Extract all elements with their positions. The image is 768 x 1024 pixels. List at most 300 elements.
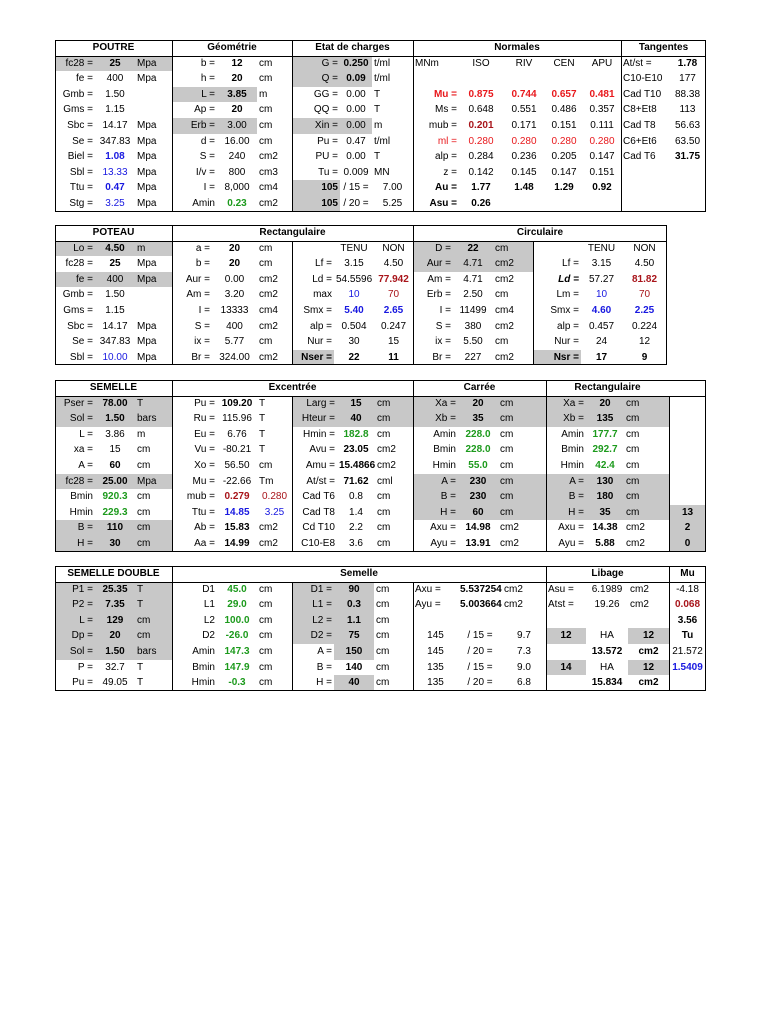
poteau-cell-r4-c7[interactable]: 5.40 bbox=[344, 305, 364, 316]
poutre-cell-r2-c4[interactable]: 3.85 bbox=[217, 87, 257, 103]
poteau-cell-r6-c0[interactable]: Se = bbox=[72, 336, 93, 348]
semelle-cell-r6-c6[interactable]: Cad T6 bbox=[302, 491, 335, 503]
poteau-cell-r6-c11[interactable]: cm bbox=[495, 336, 509, 348]
semelle-cell-r2-c15[interactable] bbox=[669, 427, 706, 443]
semelle-cell-r1-c1[interactable]: 1.50 bbox=[95, 411, 135, 427]
poutre-cell-r5-c6[interactable]: Pu = bbox=[317, 135, 338, 147]
semelle-cell-r5-c2[interactable]: Mpa bbox=[135, 474, 172, 490]
semelle_double-cell-r4-c1[interactable]: 1.50 bbox=[95, 644, 135, 660]
poutre-cell-r2-c2[interactable] bbox=[135, 87, 172, 103]
poutre-cell-r5-c3[interactable]: d = bbox=[200, 135, 215, 147]
semelle-cell-r4-c4[interactable]: 56.50 bbox=[224, 460, 250, 471]
poteau-cell-r0-c10[interactable]: 22 bbox=[453, 241, 493, 257]
semelle-cell-r4-c0[interactable]: A = bbox=[78, 460, 93, 471]
semelle_double-cell-r3-c2[interactable]: cm bbox=[135, 628, 172, 644]
semelle-cell-r7-c4[interactable]: 14.85 bbox=[224, 506, 250, 518]
semelle_double-cell-r1-c0[interactable]: P2 = bbox=[55, 597, 95, 613]
semelle_double-cell-r6-c12[interactable] bbox=[546, 675, 586, 691]
semelle-cell-r2-c10[interactable]: 228.0 bbox=[465, 428, 491, 440]
semelle-cell-r6-c3[interactable]: mub = bbox=[186, 491, 215, 503]
semelle-cell-r5-c9[interactable]: A = bbox=[413, 474, 458, 490]
poteau-cell-r1-c10[interactable]: 4.71 bbox=[453, 256, 493, 272]
semelle_double-cell-r2-c14[interactable] bbox=[628, 613, 669, 629]
semelle_double-cell-r1-c11[interactable]: cm2 bbox=[504, 599, 523, 611]
semelle-cell-r4-c12[interactable]: Hmin bbox=[560, 460, 584, 471]
poteau-cell-r1-c0[interactable]: fc28 = bbox=[65, 258, 93, 270]
semelle-cell-r2-c6[interactable]: Hmin = bbox=[303, 428, 335, 440]
semelle-cell-r4-c10[interactable]: 55.0 bbox=[468, 460, 488, 471]
poutre-cell-r4-c4[interactable]: 3.00 bbox=[217, 118, 257, 134]
semelle_double-cell-r0-c8[interactable]: cm bbox=[376, 583, 390, 595]
poteau-cell-r6-c1[interactable]: 347.83 bbox=[99, 336, 131, 348]
poteau-cell-r5-c9[interactable]: S = bbox=[435, 320, 451, 332]
semelle-cell-r8-c6[interactable]: Cd T10 bbox=[302, 522, 335, 534]
semelle_double-cell-r3-c10[interactable]: / 15 = bbox=[467, 630, 493, 642]
poutre-cell-r9-c0[interactable]: Stg = bbox=[69, 198, 93, 209]
semelle-cell-r5-c7[interactable]: 71.62 bbox=[343, 475, 369, 487]
poteau-cell-r2-c8[interactable]: 77.942 bbox=[378, 273, 409, 285]
semelle-cell-r7-c11[interactable]: cm bbox=[498, 505, 546, 521]
poutre-cell-r3-c6[interactable]: QQ = bbox=[313, 104, 338, 116]
poutre-cell-r7-c13[interactable]: 0.151 bbox=[589, 166, 615, 178]
poutre-cell-r0-c7[interactable]: 0.250 bbox=[340, 56, 372, 72]
poteau-cell-r6-c10[interactable]: 5.50 bbox=[463, 336, 483, 348]
poutre-cell-r3-c3[interactable]: Ap = bbox=[194, 104, 215, 116]
semelle-cell-r6-c11[interactable]: cm bbox=[498, 489, 546, 505]
poteau-cell-r1-c9[interactable]: Aur = bbox=[413, 256, 453, 272]
semelle-cell-r8-c14[interactable]: cm2 bbox=[626, 522, 645, 534]
semelle-cell-r3-c5[interactable]: T bbox=[259, 444, 266, 456]
semelle-cell-r7-c13[interactable]: 35 bbox=[586, 505, 624, 521]
poteau-cell-r2-c12[interactable]: Ld = bbox=[558, 273, 579, 285]
semelle_double-cell-r5-c1[interactable]: 32.7 bbox=[105, 661, 125, 673]
poutre-cell-r8-c4[interactable]: 8,000 bbox=[224, 182, 250, 194]
semelle-cell-r5-c15[interactable] bbox=[669, 474, 706, 490]
poutre-cell-r1-c7[interactable]: 0.09 bbox=[340, 71, 372, 87]
semelle-cell-r8-c10[interactable]: 14.98 bbox=[465, 522, 491, 534]
semelle_double-cell-r5-c0[interactable]: P = bbox=[77, 661, 93, 673]
semelle-cell-r1-c5[interactable]: T bbox=[259, 413, 266, 425]
poutre-cell-r1-c6[interactable]: Q = bbox=[292, 71, 340, 87]
semelle_double-cell-r5-c3[interactable]: Bmin bbox=[192, 661, 215, 673]
semelle_double-cell-r0-c5[interactable]: cm bbox=[259, 583, 273, 595]
semelle-cell-r6-c7[interactable]: 0.8 bbox=[349, 491, 363, 503]
semelle-cell-r3-c15[interactable] bbox=[669, 442, 706, 458]
poteau-cell-r3-c11[interactable]: cm bbox=[495, 289, 509, 301]
semelle_double-cell-r6-c3[interactable]: Hmin bbox=[191, 677, 215, 689]
poutre-cell-r0-c2[interactable]: Mpa bbox=[135, 56, 172, 72]
poutre-cell-r2-c12[interactable]: 0.657 bbox=[551, 88, 577, 100]
semelle_double-cell-r2-c1[interactable]: 129 bbox=[95, 613, 135, 629]
semelle-cell-r1-c8[interactable]: cm bbox=[375, 411, 413, 427]
poutre-cell-r8-c7[interactable]: / 15 = bbox=[343, 182, 369, 194]
semelle-cell-r7-c1[interactable]: 229.3 bbox=[102, 506, 128, 518]
poutre-cell-r9-c12[interactable] bbox=[545, 196, 583, 212]
poteau-cell-r5-c10[interactable]: 380 bbox=[464, 320, 482, 332]
semelle_double-cell-r4-c11[interactable]: 7.3 bbox=[517, 646, 531, 657]
poteau-cell-r2-c4[interactable]: 0.00 bbox=[224, 273, 245, 285]
semelle_double-cell-r3-c12[interactable]: 12 bbox=[546, 628, 586, 644]
poutre-cell-r2-c10[interactable]: 0.875 bbox=[468, 88, 494, 100]
semelle_double-cell-r4-c2[interactable]: bars bbox=[135, 644, 172, 660]
poteau-cell-r2-c14[interactable]: 81.82 bbox=[631, 273, 658, 285]
poutre-cell-r4-c1[interactable]: 14.17 bbox=[102, 120, 128, 131]
semelle-cell-r2-c0[interactable]: L = bbox=[79, 428, 93, 440]
semelle-cell-r9-c14[interactable]: cm2 bbox=[626, 538, 645, 549]
poutre-cell-r7-c10[interactable]: 0.142 bbox=[468, 166, 494, 178]
semelle_double-cell-r2-c2[interactable]: cm bbox=[135, 613, 172, 629]
poutre-cell-r4-c8[interactable]: m bbox=[374, 120, 383, 131]
semelle_double-cell-r2-c15[interactable]: 3.56 bbox=[677, 614, 698, 626]
poteau-cell-r4-c2[interactable] bbox=[135, 303, 172, 319]
poteau-cell-r1-c3[interactable]: b = bbox=[195, 258, 210, 270]
semelle_double-cell-r0-c4[interactable]: 45.0 bbox=[227, 583, 247, 595]
semelle-cell-r3-c13[interactable]: 292.7 bbox=[592, 444, 618, 456]
semelle-cell-r1-c0[interactable]: Sol = bbox=[55, 411, 95, 427]
poteau-cell-r4-c8[interactable]: 2.65 bbox=[383, 305, 404, 316]
semelle-cell-r6-c15[interactable] bbox=[669, 489, 706, 505]
semelle-cell-r5-c14[interactable]: cm bbox=[624, 474, 669, 490]
poteau-cell-r5-c14[interactable]: 0.224 bbox=[631, 320, 658, 332]
semelle-cell-r3-c12[interactable]: Bmin bbox=[561, 444, 584, 456]
semelle-cell-r6-c9[interactable]: B = bbox=[413, 489, 458, 505]
semelle-cell-r5-c5[interactable]: Tm bbox=[259, 475, 274, 487]
poteau-cell-r7-c2[interactable]: Mpa bbox=[137, 351, 157, 363]
semelle-cell-r4-c9[interactable]: Hmin bbox=[432, 460, 456, 471]
poutre-cell-r6-c8[interactable]: T bbox=[374, 151, 381, 163]
semelle-cell-r8-c3[interactable]: Ab = bbox=[194, 522, 215, 534]
semelle-cell-r3-c0[interactable]: xa = bbox=[73, 444, 93, 456]
poteau-cell-r4-c6[interactable]: Smx = bbox=[303, 305, 332, 316]
semelle-cell-r6-c4[interactable]: 0.279 bbox=[224, 491, 250, 503]
poutre-cell-r7-c8[interactable]: MN bbox=[374, 166, 390, 178]
poteau-cell-r1-c11[interactable]: cm2 bbox=[493, 256, 533, 272]
semelle-cell-r1-c11[interactable]: cm bbox=[498, 411, 546, 427]
semelle-cell-r4-c8[interactable]: cm2 bbox=[377, 460, 396, 471]
poutre-cell-r3-c15[interactable]: 113 bbox=[679, 104, 696, 116]
semelle-cell-r8-c5[interactable]: cm2 bbox=[259, 522, 278, 534]
poteau-cell-r5-c3[interactable]: S = bbox=[194, 320, 210, 332]
poutre-cell-r3-c13[interactable]: 0.357 bbox=[589, 104, 615, 116]
poteau-cell-r5-c13[interactable]: 0.457 bbox=[588, 320, 615, 332]
poteau-cell-r5-c7[interactable]: 0.504 bbox=[341, 320, 367, 332]
semelle_double-cell-r0-c0[interactable]: P1 = bbox=[55, 582, 95, 598]
semelle_double-cell-r5-c8[interactable]: cm bbox=[376, 661, 390, 673]
semelle_double-cell-r6-c15[interactable] bbox=[669, 675, 706, 691]
semelle-cell-r1-c15[interactable] bbox=[669, 411, 706, 427]
poteau-cell-r5-c6[interactable]: alp = bbox=[310, 320, 332, 332]
semelle-cell-r0-c2[interactable]: T bbox=[135, 396, 172, 412]
poteau-cell-r5-c1[interactable]: 14.17 bbox=[102, 320, 128, 332]
poutre-cell-r0-c3[interactable]: b = bbox=[200, 57, 215, 69]
poteau-cell-r3-c10[interactable]: 2.50 bbox=[463, 289, 483, 301]
poutre-cell-r3-c2[interactable] bbox=[135, 102, 172, 118]
semelle_double-cell-r0-c2[interactable]: T bbox=[135, 582, 172, 598]
semelle_double-cell-r3-c11[interactable]: 9.7 bbox=[517, 630, 531, 642]
poutre-cell-r2-c9[interactable]: Mu = bbox=[433, 88, 457, 100]
poteau-cell-r7-c13[interactable]: 17 bbox=[595, 351, 608, 363]
poteau-cell-r2-c1[interactable]: 400 bbox=[95, 272, 135, 288]
semelle_double-cell-r2-c13[interactable] bbox=[586, 613, 628, 629]
semelle-cell-r4-c11[interactable]: cm bbox=[500, 460, 514, 471]
semelle-cell-r9-c0[interactable]: H = bbox=[55, 536, 95, 552]
semelle-cell-r4-c1[interactable]: 60 bbox=[109, 460, 121, 471]
semelle-cell-r3-c14[interactable]: cm bbox=[626, 444, 640, 456]
semelle_double-cell-r2-c0[interactable]: L = bbox=[55, 613, 95, 629]
semelle_double-cell-r6-c14[interactable]: cm2 bbox=[638, 677, 659, 689]
semelle-cell-r6-c5[interactable]: 0.280 bbox=[261, 491, 288, 503]
poutre-cell-r1-c3[interactable]: h = bbox=[200, 73, 215, 85]
semelle_double-cell-r3-c9[interactable]: 145 bbox=[427, 630, 444, 642]
semelle-cell-r8-c2[interactable]: cm bbox=[135, 520, 172, 536]
poteau-cell-r4-c5[interactable]: cm4 bbox=[259, 305, 278, 316]
poteau-cell-r2-c0[interactable]: fe = bbox=[55, 272, 95, 288]
semelle_double-cell-r2-c6[interactable]: L2 = bbox=[292, 613, 334, 629]
poteau-cell-r2-c13[interactable]: 57.27 bbox=[588, 273, 615, 285]
poutre-cell-r5-c0[interactable]: Se = bbox=[72, 135, 93, 147]
poutre-cell-r0-c1[interactable]: 25 bbox=[95, 56, 135, 72]
semelle_double-cell-r6-c11[interactable]: 6.8 bbox=[517, 677, 531, 689]
semelle_double-cell-r1-c15[interactable]: 0.068 bbox=[674, 599, 701, 611]
poteau-cell-r4-c1[interactable]: 1.15 bbox=[105, 305, 125, 316]
semelle-cell-r3-c3[interactable]: Vu = bbox=[194, 444, 215, 456]
semelle-cell-r4-c14[interactable]: cm bbox=[626, 460, 640, 471]
poteau-cell-r1-c8[interactable]: 4.50 bbox=[383, 258, 404, 270]
semelle-cell-r9-c2[interactable]: cm bbox=[135, 536, 172, 552]
poutre-cell-r9-c3[interactable]: Amin bbox=[192, 198, 215, 209]
semelle-cell-r1-c13[interactable]: 135 bbox=[586, 411, 624, 427]
semelle-cell-r3-c4[interactable]: -80.21 bbox=[222, 444, 252, 456]
semelle_double-cell-r5-c10[interactable]: / 15 = bbox=[467, 661, 493, 673]
poutre-cell-r7-c15[interactable] bbox=[669, 165, 706, 181]
semelle-cell-r2-c12[interactable]: Amin bbox=[561, 428, 584, 440]
semelle_double-cell-r2-c11[interactable] bbox=[502, 613, 546, 629]
semelle-cell-r6-c0[interactable]: Bmin bbox=[70, 491, 93, 503]
semelle_double-cell-r4-c12[interactable] bbox=[546, 644, 586, 660]
semelle-cell-r2-c7[interactable]: 182.8 bbox=[343, 428, 369, 440]
semelle_double-cell-r4-c9[interactable]: 145 bbox=[427, 646, 444, 657]
semelle_double-cell-r5-c11[interactable]: 9.0 bbox=[517, 661, 531, 673]
semelle_double-cell-r4-c15[interactable]: 21.572 bbox=[672, 646, 703, 657]
semelle_double-cell-r5-c9[interactable]: 135 bbox=[427, 661, 444, 673]
semelle_double-cell-r2-c3[interactable]: L2 bbox=[203, 614, 215, 626]
poutre-cell-r6-c6[interactable]: PU = bbox=[315, 151, 338, 163]
semelle-cell-r6-c12[interactable]: B = bbox=[546, 489, 586, 505]
semelle-cell-r0-c12[interactable]: Xa = bbox=[546, 396, 586, 412]
semelle_double-cell-r2-c9[interactable] bbox=[413, 613, 458, 629]
poteau-cell-r6-c4[interactable]: 5.77 bbox=[224, 336, 245, 348]
poutre-cell-r6-c3[interactable]: S = bbox=[199, 151, 215, 163]
poteau-cell-r5-c8[interactable]: 0.247 bbox=[380, 320, 407, 332]
poutre-cell-r2-c15[interactable]: 88.38 bbox=[674, 88, 701, 100]
poteau-cell-r5-c4[interactable]: 400 bbox=[226, 320, 243, 332]
poteau-cell-r2-c7[interactable]: 54.5596 bbox=[336, 273, 373, 285]
semelle_double-cell-r1-c6[interactable]: L1 = bbox=[292, 597, 334, 613]
semelle-cell-r7-c10[interactable]: 60 bbox=[458, 505, 498, 521]
poteau-cell-r6-c5[interactable]: cm bbox=[259, 336, 273, 348]
poteau-cell-r7-c3[interactable]: Br = bbox=[191, 351, 210, 363]
semelle-cell-r0-c8[interactable]: cm bbox=[375, 396, 413, 412]
semelle_double-cell-r1-c12[interactable]: Atst = bbox=[548, 599, 574, 611]
poutre-cell-r8-c3[interactable]: I = bbox=[203, 182, 215, 194]
semelle-cell-r1-c4[interactable]: 115.96 bbox=[222, 413, 252, 425]
poutre-cell-r5-c7[interactable]: 0.47 bbox=[346, 135, 366, 147]
poteau-cell-r5-c11[interactable]: cm2 bbox=[495, 320, 514, 332]
poutre-cell-r4-c13[interactable]: 0.111 bbox=[590, 120, 614, 131]
poutre-cell-r7-c4[interactable]: 800 bbox=[228, 166, 246, 178]
poteau-cell-r0-c0[interactable]: Lo = bbox=[55, 241, 95, 257]
poutre-cell-r5-c2[interactable]: Mpa bbox=[137, 135, 157, 147]
poutre-cell-r1-c14[interactable]: C10-E10 bbox=[623, 73, 663, 85]
semelle_double-cell-r4-c14[interactable]: cm2 bbox=[638, 646, 659, 657]
poutre-cell-r0-c13[interactable]: APU bbox=[591, 57, 613, 69]
semelle_double-cell-r1-c7[interactable]: 0.3 bbox=[334, 597, 374, 613]
poteau-cell-r7-c0[interactable]: Sbl = bbox=[69, 351, 93, 363]
poutre-cell-r6-c0[interactable]: Biel = bbox=[67, 151, 93, 163]
poutre-cell-r1-c2[interactable]: Mpa bbox=[137, 73, 157, 85]
semelle_double-cell-r0-c15[interactable]: -4.18 bbox=[676, 583, 699, 595]
poteau-cell-r4-c10[interactable]: 11499 bbox=[459, 305, 487, 316]
poteau-cell-r0-c13[interactable]: TENU bbox=[587, 242, 616, 254]
semelle-cell-r0-c15[interactable] bbox=[669, 396, 706, 412]
poutre-cell-r0-c15[interactable]: 1.78 bbox=[677, 57, 698, 69]
poteau-cell-r1-c7[interactable]: 3.15 bbox=[344, 258, 364, 270]
poteau-cell-r6-c7[interactable]: 30 bbox=[348, 336, 360, 348]
semelle-cell-r2-c5[interactable]: T bbox=[259, 428, 266, 440]
poteau-cell-r7-c4[interactable]: 324.00 bbox=[219, 351, 250, 363]
semelle-cell-r1-c3[interactable]: Ru = bbox=[193, 413, 215, 425]
poteau-cell-r3-c3[interactable]: Am = bbox=[186, 289, 210, 301]
semelle-cell-r8-c11[interactable]: cm2 bbox=[500, 522, 519, 534]
poutre-cell-r6-c4[interactable]: 240 bbox=[228, 151, 246, 163]
poteau-cell-r1-c4[interactable]: 20 bbox=[228, 258, 241, 270]
semelle_double-cell-r1-c10[interactable]: 5.003664 bbox=[460, 599, 502, 611]
semelle-cell-r2-c8[interactable]: cm bbox=[377, 428, 391, 440]
poutre-cell-r3-c9[interactable]: Ms = bbox=[435, 104, 457, 116]
poteau-cell-r3-c5[interactable]: cm2 bbox=[259, 289, 278, 301]
poutre-cell-r6-c1[interactable]: 1.08 bbox=[105, 151, 125, 163]
poteau-cell-r2-c6[interactable]: Ld = bbox=[312, 273, 332, 285]
poutre-cell-r9-c13[interactable] bbox=[583, 196, 621, 212]
semelle-cell-r2-c3[interactable]: Eu = bbox=[194, 428, 215, 440]
poutre-cell-r6-c11[interactable]: 0.236 bbox=[511, 151, 537, 163]
semelle-cell-r4-c6[interactable]: Amu = bbox=[305, 460, 335, 471]
semelle-cell-r9-c5[interactable]: cm2 bbox=[259, 538, 278, 549]
poutre-cell-r4-c15[interactable]: 56.63 bbox=[674, 120, 701, 131]
poteau-cell-r7-c10[interactable]: 227 bbox=[464, 351, 482, 363]
semelle-cell-r1-c2[interactable]: bars bbox=[135, 411, 172, 427]
poutre-cell-r4-c0[interactable]: Sbc = bbox=[67, 120, 93, 131]
semelle-cell-r9-c7[interactable]: 3.6 bbox=[349, 538, 363, 549]
poteau-cell-r6-c3[interactable]: ix = bbox=[194, 336, 210, 348]
semelle_double-cell-r1-c4[interactable]: 29.0 bbox=[227, 599, 247, 611]
poutre-cell-r9-c1[interactable]: 3.25 bbox=[105, 198, 125, 209]
poutre-cell-r3-c12[interactable]: 0.486 bbox=[551, 104, 577, 116]
semelle_double-cell-r5-c2[interactable]: T bbox=[137, 661, 144, 673]
semelle-cell-r2-c14[interactable]: cm bbox=[626, 428, 640, 440]
semelle_double-cell-r6-c4[interactable]: -0.3 bbox=[228, 677, 246, 689]
poutre-cell-r8-c1[interactable]: 0.47 bbox=[105, 182, 125, 194]
poutre-cell-r3-c0[interactable]: Gms = bbox=[63, 104, 93, 116]
poteau-cell-r5-c2[interactable]: Mpa bbox=[137, 320, 157, 332]
poteau-cell-r0-c9[interactable]: D = bbox=[413, 241, 453, 257]
poutre-cell-r8-c10[interactable]: 1.77 bbox=[471, 182, 491, 194]
poteau-cell-r0-c7[interactable]: TENU bbox=[340, 242, 368, 254]
semelle-cell-r2-c9[interactable]: Amin bbox=[433, 428, 456, 440]
poutre-cell-r8-c8[interactable]: 7.00 bbox=[382, 182, 403, 194]
semelle-cell-r0-c4[interactable]: 109.20 bbox=[221, 397, 253, 409]
semelle_double-cell-r6-c10[interactable]: / 20 = bbox=[467, 677, 493, 689]
semelle_double-cell-r1-c3[interactable]: L1 bbox=[203, 599, 215, 611]
poutre-cell-r0-c9[interactable]: MNm bbox=[415, 57, 439, 69]
semelle-cell-r0-c11[interactable]: cm bbox=[498, 396, 546, 412]
semelle_double-cell-r6-c6[interactable]: H = bbox=[316, 677, 332, 689]
poutre-cell-r6-c7[interactable]: 0.00 bbox=[346, 151, 366, 163]
poutre-cell-r8-c0[interactable]: Ttu = bbox=[69, 182, 93, 194]
poutre-cell-r2-c3[interactable]: L = bbox=[172, 87, 217, 103]
poteau-cell-r0-c1[interactable]: 4.50 bbox=[95, 241, 135, 257]
semelle_double-cell-r6-c13[interactable]: 15.834 bbox=[591, 677, 623, 689]
poutre-cell-r3-c11[interactable]: 0.551 bbox=[511, 104, 537, 116]
poutre-cell-r0-c11[interactable]: RIV bbox=[515, 57, 533, 69]
poteau-cell-r7-c6[interactable]: Nser = bbox=[292, 350, 334, 366]
poutre-cell-r0-c8[interactable]: t/ml bbox=[374, 57, 391, 69]
semelle_double-cell-r1-c14[interactable]: cm2 bbox=[630, 599, 649, 611]
semelle_double-cell-r3-c15[interactable]: Tu bbox=[681, 630, 694, 642]
semelle_double-cell-r2-c10[interactable] bbox=[458, 613, 502, 629]
poutre-cell-r5-c14[interactable]: C6+Et6 bbox=[623, 135, 657, 147]
semelle-cell-r3-c2[interactable]: cm bbox=[137, 444, 151, 456]
poutre-cell-r4-c5[interactable]: cm bbox=[259, 120, 273, 131]
poutre-cell-r6-c2[interactable]: Mpa bbox=[137, 151, 157, 163]
poutre-cell-r2-c6[interactable]: GG = bbox=[313, 88, 338, 100]
semelle_double-cell-r4-c13[interactable]: 13.572 bbox=[591, 646, 623, 657]
semelle_double-cell-r1-c8[interactable]: cm bbox=[376, 599, 390, 611]
poutre-cell-r8-c14[interactable] bbox=[621, 180, 669, 196]
semelle-cell-r5-c11[interactable]: cm bbox=[498, 474, 546, 490]
poutre-cell-r5-c9[interactable]: ml = bbox=[437, 135, 457, 147]
poteau-cell-r3-c4[interactable]: 3.20 bbox=[224, 289, 245, 301]
semelle-cell-r4-c3[interactable]: Xo = bbox=[194, 460, 215, 471]
poteau-cell-r0-c12[interactable] bbox=[533, 241, 581, 257]
semelle-cell-r4-c13[interactable]: 42.4 bbox=[595, 460, 615, 471]
poteau-cell-r3-c2[interactable] bbox=[135, 287, 172, 303]
poutre-cell-r5-c8[interactable]: t/ml bbox=[374, 135, 391, 147]
poteau-cell-r3-c6[interactable]: max bbox=[313, 289, 332, 301]
poutre-cell-r7-c14[interactable] bbox=[621, 165, 669, 181]
poteau-cell-r4-c0[interactable]: Gms = bbox=[63, 305, 93, 316]
poteau-cell-r7-c9[interactable]: Br = bbox=[432, 351, 451, 363]
semelle_double-cell-r4-c5[interactable]: cm bbox=[259, 646, 273, 657]
poteau-cell-r4-c9[interactable]: I = bbox=[439, 305, 451, 316]
poutre-cell-r1-c5[interactable]: cm bbox=[259, 73, 273, 85]
poutre-cell-r5-c5[interactable]: cm bbox=[259, 135, 273, 147]
semelle-cell-r0-c1[interactable]: 78.00 bbox=[95, 396, 135, 412]
semelle_double-cell-r3-c1[interactable]: 20 bbox=[95, 628, 135, 644]
poutre-cell-r4-c10[interactable]: 0.201 bbox=[468, 120, 494, 131]
semelle_double-cell-r4-c10[interactable]: / 20 = bbox=[467, 646, 493, 657]
semelle_double-cell-r6-c1[interactable]: 49.05 bbox=[102, 677, 128, 689]
poteau-cell-r0-c8[interactable]: NON bbox=[382, 242, 405, 254]
semelle_double-cell-r5-c4[interactable]: 147.9 bbox=[224, 661, 250, 673]
poteau-cell-r1-c13[interactable]: 3.15 bbox=[591, 258, 612, 270]
poutre-cell-r9-c7[interactable]: / 20 = bbox=[343, 198, 369, 209]
poutre-cell-r4-c12[interactable]: 0.151 bbox=[551, 120, 577, 131]
semelle-cell-r1-c12[interactable]: Xb = bbox=[546, 411, 586, 427]
poutre-cell-r9-c14[interactable] bbox=[621, 196, 669, 212]
poteau-cell-r6-c12[interactable]: Nur = bbox=[554, 336, 579, 348]
poutre-cell-r0-c4[interactable]: 12 bbox=[231, 57, 243, 69]
